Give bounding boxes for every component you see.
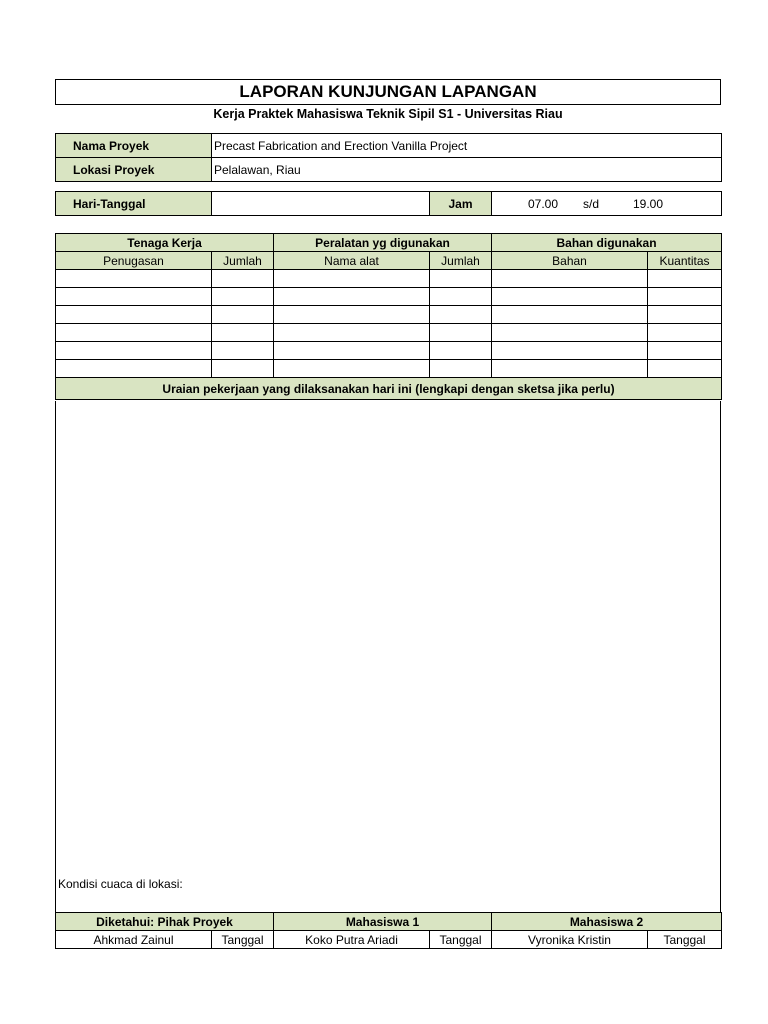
sig-name-student-1: Koko Putra Ariadi xyxy=(274,931,430,949)
cell[interactable] xyxy=(56,306,212,324)
col-header-labor-qty: Jumlah xyxy=(212,252,274,270)
cell[interactable] xyxy=(56,360,212,378)
cell[interactable] xyxy=(274,324,430,342)
work-description-header: Uraian pekerjaan yang dilaksanakan hari ini (lengkapi dengan sketsa jika perlu) xyxy=(56,378,722,400)
col-header-assignment: Penugasan xyxy=(56,252,212,270)
cell[interactable] xyxy=(274,270,430,288)
table-row xyxy=(56,360,722,378)
cell[interactable] xyxy=(56,270,212,288)
report-subtitle: Kerja Praktek Mahasiswa Teknik Sipil S1 - Universitas Riau xyxy=(213,107,563,121)
cell[interactable] xyxy=(492,306,648,324)
schedule-table xyxy=(55,191,722,216)
cell[interactable] xyxy=(212,306,274,324)
cell[interactable] xyxy=(430,306,492,324)
cell[interactable] xyxy=(492,360,648,378)
cell[interactable] xyxy=(56,342,212,360)
project-info-table xyxy=(55,133,722,182)
cell[interactable] xyxy=(430,324,492,342)
table-row xyxy=(56,342,722,360)
cell[interactable] xyxy=(274,288,430,306)
cell[interactable] xyxy=(492,324,648,342)
cell[interactable] xyxy=(430,270,492,288)
sig-name-student-2: Vyronika Kristin xyxy=(492,931,648,949)
cell[interactable] xyxy=(212,342,274,360)
sig-header-student-2: Mahasiswa 2 xyxy=(492,913,722,931)
cell[interactable] xyxy=(212,360,274,378)
work-description-area[interactable] xyxy=(55,401,721,913)
cell[interactable] xyxy=(430,288,492,306)
group-header-equipment: Peralatan yg digunakan xyxy=(274,234,492,252)
col-header-material: Bahan xyxy=(492,252,648,270)
cell[interactable] xyxy=(430,342,492,360)
time-separator: s/d xyxy=(583,196,600,211)
date-field[interactable] xyxy=(212,192,430,216)
table-row xyxy=(56,324,722,342)
time-label: Jam xyxy=(430,192,492,216)
time-end: 19.00 xyxy=(633,196,664,211)
cell[interactable] xyxy=(212,288,274,306)
cell[interactable] xyxy=(648,324,722,342)
cell[interactable] xyxy=(492,270,648,288)
cell[interactable] xyxy=(212,270,274,288)
sig-date-student-2[interactable]: Tanggal xyxy=(648,931,722,949)
col-header-material-qty: Kuantitas xyxy=(648,252,722,270)
cell[interactable] xyxy=(56,324,212,342)
cell[interactable] xyxy=(492,288,648,306)
table-row xyxy=(56,306,722,324)
cell[interactable] xyxy=(648,270,722,288)
cell[interactable] xyxy=(274,306,430,324)
cell[interactable] xyxy=(648,360,722,378)
table-row xyxy=(56,270,722,288)
col-header-tool-qty: Jumlah xyxy=(430,252,492,270)
table-row xyxy=(56,288,722,306)
cell[interactable] xyxy=(648,306,722,324)
cell[interactable] xyxy=(648,288,722,306)
group-header-materials: Bahan digunakan xyxy=(492,234,722,252)
sig-name-project: Ahkmad Zainul xyxy=(56,931,212,949)
project-name-label: Nama Proyek xyxy=(56,134,212,158)
sig-header-project: Diketahui: Pihak Proyek xyxy=(56,913,274,931)
col-header-tool-name: Nama alat xyxy=(274,252,430,270)
cell[interactable] xyxy=(492,342,648,360)
cell[interactable] xyxy=(648,342,722,360)
report-title: LAPORAN KUNJUNGAN LAPANGAN xyxy=(55,79,721,105)
cell[interactable] xyxy=(56,288,212,306)
weather-label: Kondisi cuaca di lokasi: xyxy=(58,877,183,891)
cell[interactable] xyxy=(274,342,430,360)
signatures-table xyxy=(55,912,722,949)
project-location-field[interactable]: Pelalawan, Riau xyxy=(212,158,722,182)
sig-date-student-1[interactable]: Tanggal xyxy=(430,931,492,949)
cell[interactable] xyxy=(212,324,274,342)
cell[interactable] xyxy=(274,360,430,378)
project-name-field[interactable]: Precast Fabrication and Erection Vanilla Project xyxy=(212,134,722,158)
group-header-labor: Tenaga Kerja xyxy=(56,234,274,252)
sig-header-student-1: Mahasiswa 1 xyxy=(274,913,492,931)
cell[interactable] xyxy=(430,360,492,378)
sig-date-project[interactable]: Tanggal xyxy=(212,931,274,949)
date-label: Hari-Tanggal xyxy=(56,192,212,216)
resources-table xyxy=(55,233,722,400)
time-start: 07.00 xyxy=(528,196,559,211)
time-field[interactable] xyxy=(492,192,722,216)
project-location-label: Lokasi Proyek xyxy=(56,158,212,182)
